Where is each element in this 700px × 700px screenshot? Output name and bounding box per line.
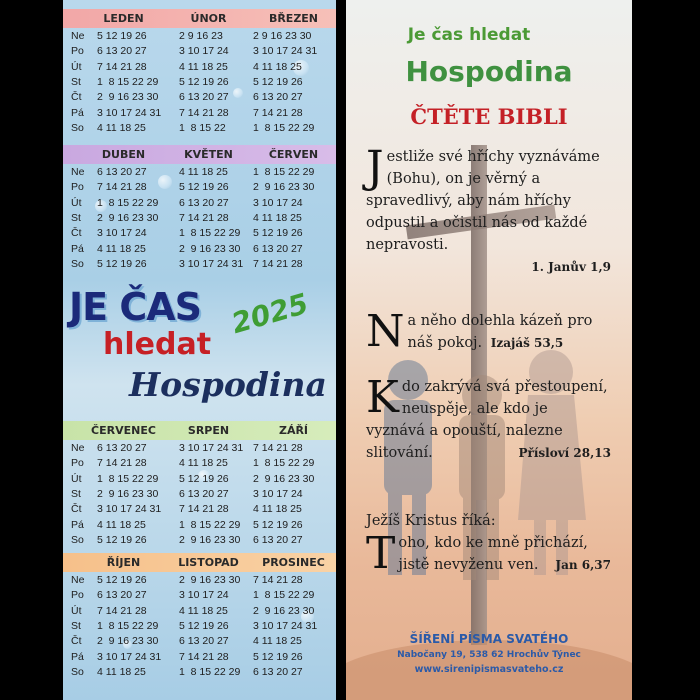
weekday-label: Čt <box>71 91 82 104</box>
calendar-week-row <box>63 457 336 473</box>
month-name: LEDEN <box>103 12 144 25</box>
publisher-address: Nabočany 19, 538 62 Hrochův Týnec <box>397 650 581 660</box>
calendar-week-row <box>63 519 336 535</box>
weekday-label: So <box>71 257 84 270</box>
month-days: 5 12 19 26 <box>179 181 229 194</box>
month-days: 4 11 18 25 <box>97 665 146 678</box>
month-name: ČERVEN <box>268 148 319 161</box>
verse-4 <box>366 510 611 579</box>
weekday-label: St <box>71 619 81 632</box>
month-days: 2 9 16 23 30 <box>179 533 241 546</box>
calendar-week-row <box>63 666 336 682</box>
calendar-week-row <box>63 122 336 138</box>
month-name: BŘEZEN <box>268 12 319 25</box>
month-name: KVĚTEN <box>184 148 233 161</box>
weekday-label: Pá <box>71 650 84 663</box>
quarter-header <box>63 553 336 572</box>
verse-title-ctete-bibli: ČTĚTE BIBLI <box>410 104 568 129</box>
month-days: 4 11 18 25 <box>179 457 228 470</box>
month-days: 7 14 21 28 <box>97 181 147 194</box>
calendar-week-row <box>63 620 336 636</box>
calendar-week-row <box>63 258 336 274</box>
month-days: 1 8 15 22 29 <box>179 227 241 240</box>
month-days: 2 9 16 23 30 <box>97 211 159 224</box>
publisher-website[interactable]: www.sirenipismasvateho.cz <box>414 664 564 675</box>
quarter-header <box>63 9 336 28</box>
verse-text: oho, kdo ke mně přichází, jistě nevyženu ven. <box>398 535 588 573</box>
weekday-label: Ne <box>71 574 85 586</box>
month-days: 6 13 20 27 <box>179 91 229 104</box>
month-days: 7 14 21 28 <box>179 211 229 224</box>
calendar-week-row <box>63 473 336 489</box>
month-days: 2 9 16 23 30 <box>179 574 241 586</box>
verse-title-hospodina: Hospodina <box>405 55 573 88</box>
month-days: 1 8 15 22 29 <box>253 457 315 470</box>
month-days: 4 11 18 25 <box>253 211 302 224</box>
month-days: 2 9 16 23 30 <box>253 472 315 485</box>
verse-3 <box>366 372 611 464</box>
month-days: 5 12 19 26 <box>97 533 147 546</box>
weekday-label: St <box>71 211 81 224</box>
month-days: 1 8 15 22 <box>179 121 226 134</box>
calendar-week-row <box>63 212 336 228</box>
month-days: 7 14 21 28 <box>97 457 147 470</box>
month-days: 3 10 17 24 31 <box>253 619 318 632</box>
verse-panel <box>346 0 632 700</box>
month-days: 4 11 18 25 <box>179 60 228 73</box>
month-days: 7 14 21 28 <box>179 106 229 119</box>
weekday-label: Čt <box>71 227 82 240</box>
drop-cap: N <box>366 306 405 357</box>
month-days: 5 12 19 26 <box>179 472 229 485</box>
calendar-week-row <box>63 76 336 92</box>
month-days: 3 10 17 24 31 <box>97 650 162 663</box>
month-name: DUBEN <box>101 148 146 161</box>
month-days: 7 14 21 28 <box>253 257 303 270</box>
calendar-week-row <box>63 166 336 182</box>
month-days: 6 13 20 27 <box>97 589 147 602</box>
verse-intro: Ježíš Kristus říká: <box>366 513 496 529</box>
month-days: 1 8 15 22 29 <box>253 121 315 134</box>
weekday-label: Pá <box>71 106 84 119</box>
left-title <box>63 285 336 415</box>
month-days: 6 13 20 27 <box>253 242 303 255</box>
weekday-label: So <box>71 665 84 678</box>
calendar-week-row <box>63 503 336 519</box>
month-days: 4 11 18 25 <box>179 604 228 617</box>
month-days: 6 13 20 27 <box>253 91 303 104</box>
month-days: 5 12 19 26 <box>253 227 303 240</box>
weekday-label: Po <box>71 589 84 602</box>
month-days: 2 9 16 23 30 <box>253 181 315 194</box>
calendar-week-row <box>63 45 336 61</box>
month-days: 7 14 21 28 <box>253 574 303 586</box>
month-days: 7 14 21 28 <box>97 60 147 73</box>
month-days: 2 9 16 23 30 <box>179 242 241 255</box>
quarter-header <box>63 145 336 164</box>
weekday-label: Čt <box>71 503 82 516</box>
month-days: 6 13 20 27 <box>97 442 147 454</box>
month-days: 5 12 19 26 <box>97 574 147 586</box>
weekday-label: Po <box>71 457 84 470</box>
calendar-week-row <box>63 605 336 621</box>
month-days: 7 14 21 28 <box>253 106 303 119</box>
verse-1 <box>366 142 611 278</box>
calendar-panel <box>63 0 336 700</box>
month-days: 3 10 17 24 <box>253 487 303 500</box>
month-days: 6 13 20 27 <box>179 487 229 500</box>
month-days: 2 9 16 23 30 <box>253 30 312 42</box>
month-days: 7 14 21 28 <box>97 604 147 617</box>
calendar-week-row <box>63 181 336 197</box>
weekday-label: Út <box>71 60 82 73</box>
calendar-week-row <box>63 442 336 458</box>
month-days: 2 9 16 23 30 <box>97 91 159 104</box>
month-days: 5 12 19 26 <box>253 75 303 88</box>
month-days: 1 8 15 22 29 <box>253 589 315 602</box>
calendar-week-row <box>63 197 336 213</box>
month-days: 6 13 20 27 <box>97 45 147 58</box>
verse-reference: Jan 6,37 <box>555 558 611 572</box>
month-days: 3 10 17 24 <box>179 45 229 58</box>
month-name: ŘÍJEN <box>106 556 141 569</box>
weekday-label: Ne <box>71 166 85 178</box>
month-days: 3 10 17 24 31 <box>253 45 318 58</box>
month-days: 6 13 20 27 <box>253 665 303 678</box>
month-days: 5 12 19 26 <box>97 257 147 270</box>
weekday-label: Po <box>71 181 84 194</box>
month-days: 4 11 18 25 <box>97 242 146 255</box>
quarter-header <box>63 421 336 440</box>
month-days: 1 8 15 22 29 <box>253 166 315 178</box>
calendar-week-row <box>63 91 336 107</box>
verse-title-je-cas-hledat: Je čas hledat <box>407 25 531 45</box>
month-days: 3 10 17 24 <box>97 227 147 240</box>
weekday-label: Út <box>71 604 82 617</box>
calendar-week-row <box>63 107 336 123</box>
month-days: 6 13 20 27 <box>179 635 229 648</box>
month-days: 1 8 15 22 29 <box>179 665 241 678</box>
month-days: 4 11 18 25 <box>253 60 302 73</box>
month-days: 2 9 16 23 30 <box>253 604 315 617</box>
month-days: 1 8 15 22 29 <box>179 518 241 531</box>
publisher-name: ŠÍŘENÍ PÍSMA SVATÉHO <box>409 632 569 646</box>
month-days: 3 10 17 24 31 <box>179 442 244 454</box>
calendar-week-row <box>63 30 336 46</box>
calendar-week-row <box>63 488 336 504</box>
month-days: 3 10 17 24 <box>179 589 229 602</box>
weekday-label: Út <box>71 196 82 209</box>
month-days: 3 10 17 24 31 <box>179 257 244 270</box>
weekday-label: St <box>71 75 81 88</box>
month-name: ÚNOR <box>190 12 227 25</box>
drop-cap: T <box>366 528 396 579</box>
weekday-label: So <box>71 121 84 134</box>
verse-text: a něho dolehla kázeň pro náš pokoj. <box>407 313 593 351</box>
month-days: 1 8 15 22 29 <box>97 472 159 485</box>
calendar-week-row <box>63 589 336 605</box>
month-days: 4 11 18 25 <box>253 635 302 648</box>
left-title-hospodina: Hospodina <box>129 365 327 404</box>
month-days: 1 8 15 22 29 <box>97 619 159 632</box>
month-days: 3 10 17 24 31 <box>97 106 162 119</box>
left-title-hledat: hledat <box>103 327 212 362</box>
month-name: ČERVENEC <box>91 424 156 437</box>
month-days: 1 8 15 22 29 <box>97 75 159 88</box>
month-days: 5 12 19 26 <box>179 619 229 632</box>
calendar-week-row <box>63 61 336 77</box>
month-days: 4 11 18 25 <box>97 121 146 134</box>
month-days: 7 14 21 28 <box>179 503 229 516</box>
month-name: ZÁŘÍ <box>278 424 309 437</box>
weekday-label: Po <box>71 45 84 58</box>
calendar-week-row <box>63 243 336 259</box>
weekday-label: Ne <box>71 442 85 454</box>
calendar-week-row <box>63 651 336 667</box>
verse-text: do zakrývá svá přestoupení, neuspěje, ale kdo je vyznává a opouští, nalezne slitování. <box>366 379 608 461</box>
month-days: 4 11 18 25 <box>179 166 228 178</box>
month-days: 6 13 20 27 <box>179 196 229 209</box>
month-days: 5 12 19 26 <box>179 75 229 88</box>
month-days: 2 9 16 23 30 <box>97 487 159 500</box>
month-days: 7 14 21 28 <box>253 442 303 454</box>
verse-reference: Přísloví 28,13 <box>518 446 611 460</box>
month-days: 5 12 19 26 <box>97 30 147 42</box>
calendar-week-row <box>63 534 336 550</box>
month-name: PROSINEC <box>262 556 325 569</box>
weekday-label: So <box>71 533 84 546</box>
weekday-label: St <box>71 487 81 500</box>
left-title-year: 2025 <box>227 286 312 341</box>
month-days: 6 13 20 27 <box>97 166 147 178</box>
month-days: 3 10 17 24 31 <box>97 503 162 516</box>
weekday-label: Út <box>71 472 82 485</box>
verse-2 <box>366 306 611 357</box>
verse-reference: Izajáš 53,5 <box>490 336 564 350</box>
month-days: 2 9 16 23 <box>179 30 223 42</box>
weekday-label: Pá <box>71 518 84 531</box>
calendar-week-row <box>63 227 336 243</box>
month-name: SRPEN <box>187 424 230 437</box>
month-days: 4 11 18 25 <box>253 503 302 516</box>
month-days: 3 10 17 24 <box>253 196 303 209</box>
calendar-week-row <box>63 574 336 590</box>
verse-reference: 1. Janův 1,9 <box>531 260 611 274</box>
drop-cap: K <box>366 372 399 423</box>
month-days: 4 11 18 25 <box>97 518 146 531</box>
weekday-label: Ne <box>71 30 85 42</box>
month-days: 1 8 15 22 29 <box>97 196 159 209</box>
month-name: LISTOPAD <box>178 556 239 569</box>
left-title-je-cas: JE ČAS <box>69 285 201 329</box>
weekday-label: Pá <box>71 242 84 255</box>
month-days: 6 13 20 27 <box>253 533 303 546</box>
month-days: 5 12 19 26 <box>253 518 303 531</box>
verse-text: estliže své hříchy vyznáváme (Bohu), on je věrný a spravedlivý, aby nám hříchy odpustil a očistil nás od každé nepravosti. <box>366 149 600 253</box>
calendar-week-row <box>63 635 336 651</box>
month-days: 2 9 16 23 30 <box>97 635 159 648</box>
month-days: 7 14 21 28 <box>179 650 229 663</box>
month-days: 5 12 19 26 <box>253 650 303 663</box>
weekday-label: Čt <box>71 635 82 648</box>
drop-cap: J <box>366 142 384 193</box>
